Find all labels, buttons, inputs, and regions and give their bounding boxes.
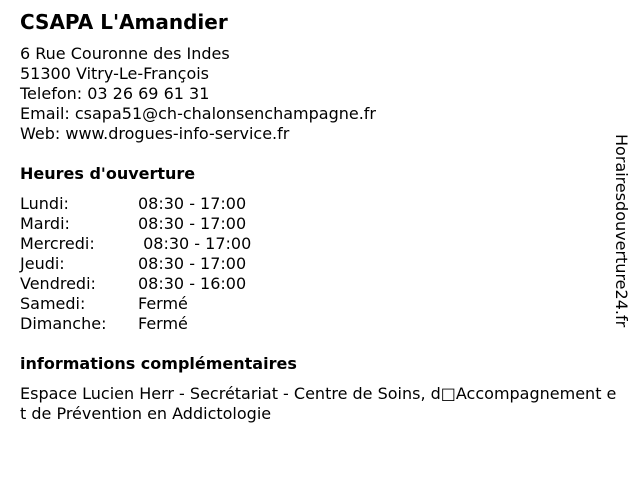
- city: 51300 Vitry-Le-François: [20, 64, 210, 83]
- site-brand-vertical: Horairesdouverture24.fr: [612, 134, 631, 328]
- hours-time: Fermé: [138, 294, 188, 313]
- street-address: 6 Rue Couronne des Indes: [20, 44, 230, 63]
- opening-hours-table: [20, 194, 251, 334]
- hours-time: 08:30 - 17:00: [138, 234, 252, 253]
- hours-row: [20, 234, 251, 254]
- hours-row: [20, 194, 251, 214]
- opening-hours-heading: Heures d'ouverture: [20, 164, 196, 183]
- email: Email: csapa51@ch-chalonsenchampagne.fr: [20, 104, 376, 123]
- hours-day: Samedi:: [20, 294, 86, 313]
- hours-time: 08:30 - 17:00: [138, 214, 247, 233]
- hours-time: 08:30 - 17:00: [138, 254, 247, 273]
- hours-row: [20, 214, 251, 234]
- hours-time: 08:30 - 17:00: [138, 194, 247, 213]
- address-block: [20, 44, 376, 144]
- hours-time: 08:30 - 16:00: [138, 274, 247, 293]
- hours-row: [20, 254, 251, 274]
- hours-row: [20, 314, 251, 334]
- phone: Telefon: 03 26 69 61 31: [20, 84, 210, 103]
- hours-day: Vendredi:: [20, 274, 96, 293]
- hours-day: Dimanche:: [20, 314, 107, 333]
- additional-info-text: Espace Lucien Herr - Secrétariat - Centre de Soins, d□Accompagnement et de Prévention en Addictologie: [20, 384, 617, 423]
- hours-row: [20, 294, 251, 314]
- hours-time: Fermé: [138, 314, 188, 333]
- hours-day: Lundi:: [20, 194, 69, 213]
- hours-row: [20, 274, 251, 294]
- website: Web: www.drogues-info-service.fr: [20, 124, 290, 143]
- page-title: CSAPA L'Amandier: [20, 10, 228, 34]
- hours-day: Mardi:: [20, 214, 70, 233]
- additional-info-heading: informations complémentaires: [20, 354, 297, 373]
- hours-day: Jeudi:: [20, 254, 65, 273]
- hours-day: Mercredi:: [20, 234, 95, 253]
